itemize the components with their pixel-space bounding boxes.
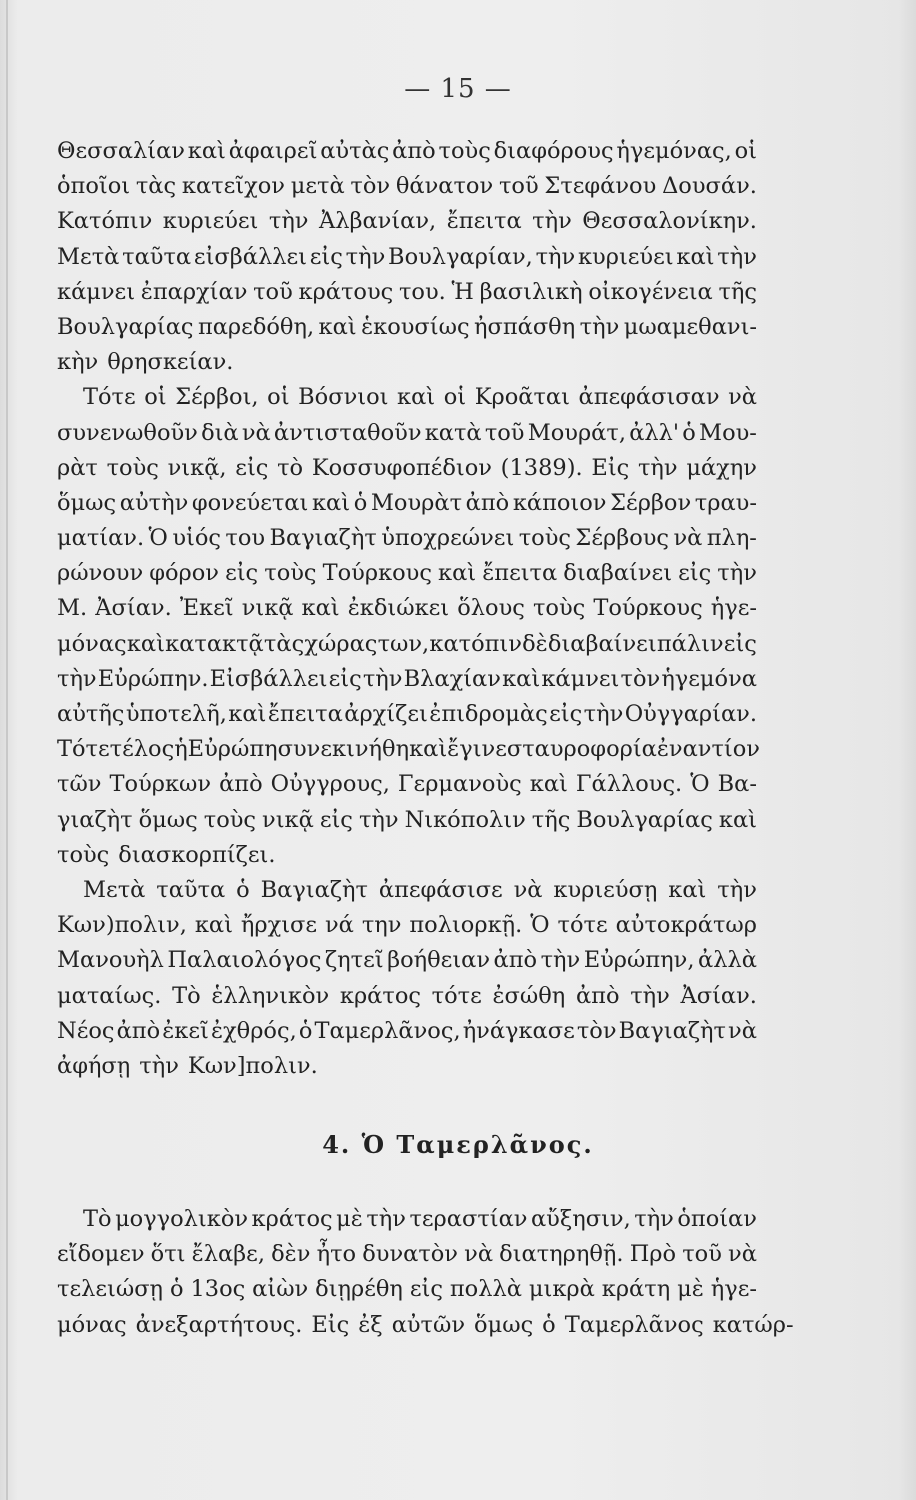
text-line: Μετὰ ταῦτα εἰσβάλλει εἰς τὴν Βουλγαρίαν, τὴν κυριεύει καὶ τὴν: [57, 243, 757, 270]
text-line: ἀφήσῃ τὴν Κων]πολιν.: [57, 1052, 318, 1079]
text-line: μόνας ἀνεξαρτήτους. Εἰς ἐξ αὐτῶν ὅμως ὁ Ταμερλᾶνος κατώρ-: [57, 1311, 794, 1338]
text-line: τῶν Τούρκων ἀπὸ Οὐγγρους, Γερμανοὺς καὶ Γάλλους. Ὁ Βα-: [57, 771, 757, 798]
page-number: — 15 —: [404, 74, 512, 104]
text-line: Κων)πολιν, καὶ ἤρχισε νά την πολιορκῇ. Ὁ τότε αὐτοκράτωρ: [57, 912, 757, 939]
text-line: Τὸ μογγολικὸν κράτος μὲ τὴν τεραστίαν αὔξησιν, τὴν ὁποίαν: [83, 1206, 757, 1232]
text-line: ρὰτ τοὺς νικᾷ, εἰς τὸ Κοσσυφοπέδιον (1389). Εἰς τὴν μάχην: [57, 454, 757, 481]
text-line: ὁποῖοι τὰς κατεῖχον μετὰ τὸν θάνατον τοῦ Στεφάνου Δουσάν.: [57, 173, 757, 200]
text-line: αὐτῆς ὑποτελῆ, καὶ ἔπειτα ἀρχίζει ἐπιδρομὰς εἰς τὴν Οὐγγαρίαν.: [57, 701, 757, 727]
text-line: κάμνει ἐπαρχίαν τοῦ κράτους του. Ἡ βασιλικὴ οἰκογένεια τῆς: [57, 278, 757, 305]
text-line: τοὺς διασκορπίζει.: [57, 841, 276, 868]
text-line: Θεσσαλίαν καὶ ἀφαιρεῖ αὐτὰς ἀπὸ τοὺς διαφόρους ἡγεμόνας, οἱ: [57, 138, 757, 164]
text-line: εἴδομεν ὅτι ἔλαβε, δὲν ἦτο δυνατὸν νὰ διατηρηθῇ. Πρὸ τοῦ νὰ: [57, 1241, 757, 1268]
main-text: [57, 134, 760, 1084]
text-line: τελειώσῃ ὁ 13ος αἰὼν διῃρέθη εἰς πολλὰ μικρὰ κράτη μὲ ἡγε-: [57, 1276, 757, 1303]
text-line: Τότε τέλος ἡ Εὐρώπη συνεκινήθη καὶ ἔγινε σταυροφορία ἐναντίον: [57, 736, 760, 763]
text-line: Μετὰ ταῦτα ὁ Βαγιαζὴτ ἀπεφάσισε νὰ κυριεύσῃ καὶ τὴν: [83, 876, 757, 903]
text-line: Τότε οἱ Σέρβοι, οἱ Βόσνιοι καὶ οἱ Κροᾶται ἀπεφάσισαν νὰ: [83, 384, 757, 411]
text-line: κὴν θρησκείαν.: [57, 349, 234, 376]
text-line: τὴν Εὐρώπην. Εἰσβάλλει εἰς τὴν Βλαχίαν καὶ κάμνει τὸν ἡγεμόνα: [57, 665, 757, 692]
text-line: Μανουὴλ Παλαιολόγος ζητεῖ βοήθειαν ἀπὸ τὴν Εὐρώπην, ἀλλὰ: [57, 947, 757, 974]
page-edge-shadow: [898, 0, 916, 1500]
text-line: ματαίως. Τὸ ἑλληνικὸν κράτος τότε ἐσώθη ἀπὸ τὴν Ἀσίαν.: [57, 982, 757, 1009]
binding-edge: [6, 0, 8, 1500]
text-line: Νέος ἀπὸ ἐκεῖ ἐχθρός, ὁ Ταμερλᾶνος, ἠνάγκασε τὸν Βαγιαζὴτ νὰ: [57, 1017, 757, 1044]
section-heading: 4. Ὁ Ταμερλᾶνος.: [322, 1130, 594, 1159]
text-line: συνενωθοῦν διὰ νὰ ἀντισταθοῦν κατὰ τοῦ Μουράτ, ἀλλ' ὁ Μου-: [57, 419, 757, 446]
text-line: Κατόπιν κυριεύει τὴν Ἀλβανίαν, ἔπειτα τὴν Θεσσαλονίκην.: [57, 208, 757, 235]
text-line: ρώνουν φόρον εἰς τοὺς Τούρκους καὶ ἔπειτα διαβαίνει εἰς τὴν: [57, 560, 757, 587]
text-line: μόνας καὶ κατακτᾷ τὰς χώρας των, κατόπιν δὲ διαβαίνει πάλιν εἰς: [57, 630, 757, 657]
text-line: γιαζὴτ ὅμως τοὺς νικᾷ εἰς τὴν Νικόπολιν τῆς Βουλγαρίας καὶ: [57, 806, 757, 833]
text-line: ὅμως αὐτὴν φονεύεται καὶ ὁ Μουρὰτ ἀπὸ κάποιον Σέρβον τραυ-: [57, 489, 757, 516]
section-text: [57, 1202, 794, 1343]
text-line: Μ. Ἀσίαν. Ἐκεῖ νικᾷ καὶ ἐκδιώκει ὅλους τοὺς Τούρκους ἡγε-: [57, 595, 757, 622]
text-line: ματίαν. Ὁ υἱός του Βαγιαζὴτ ὑποχρεώνει τοὺς Σέρβους νὰ πλη-: [57, 525, 757, 552]
text-line: Βουλγαρίας παρεδόθη, καὶ ἑκουσίως ἠσπάσθη τὴν μωαμεθανι-: [57, 313, 757, 340]
